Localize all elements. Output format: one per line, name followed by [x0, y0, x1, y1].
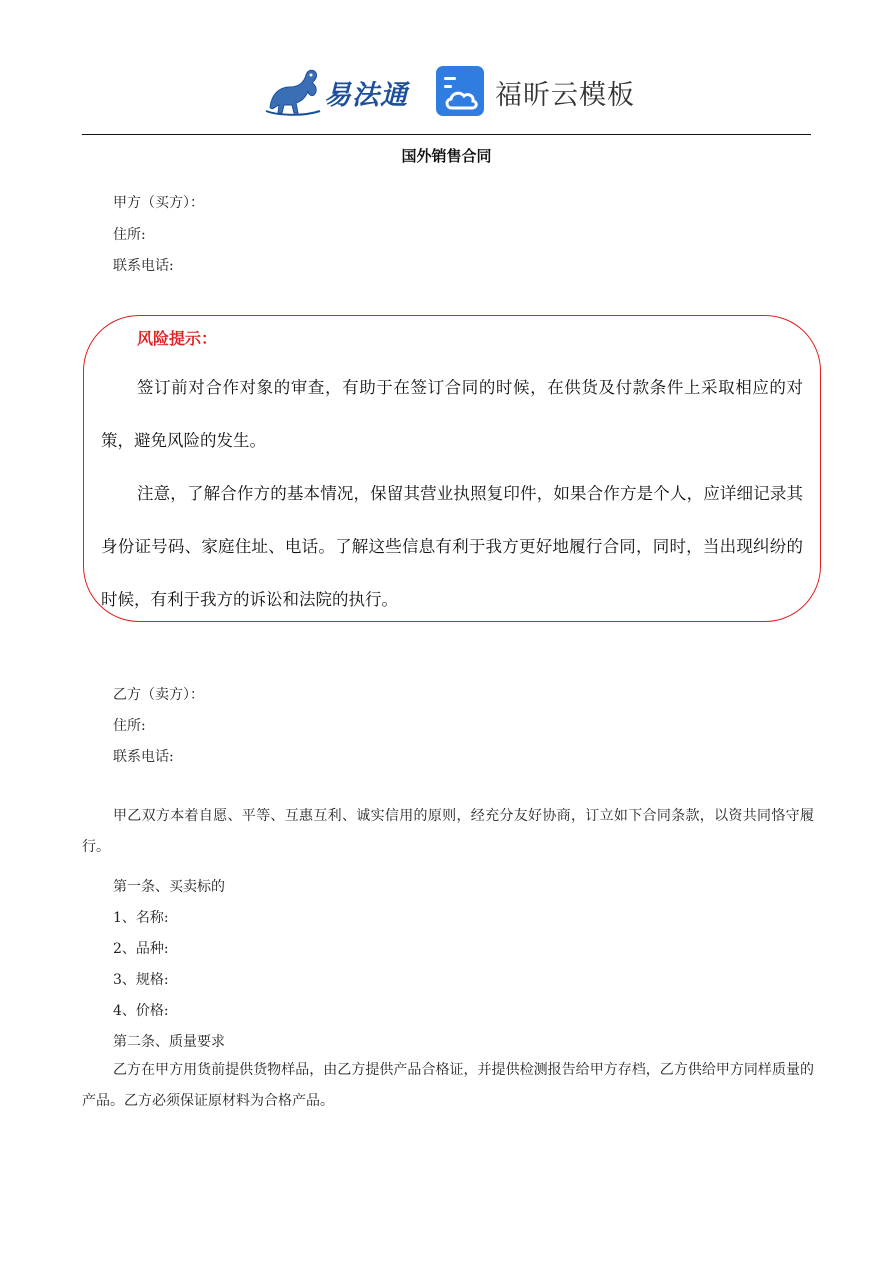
risk-notice-title: 风险提示： [137, 329, 218, 348]
contract-intro-paragraph: 甲乙双方本着自愿、平等、互惠互利、诚实信用的原则，经充分友好协商，订立如下合同条款，以资共同恪守履行。 [82, 808, 814, 855]
logo-fuxin-template-text: 福昕云模板 [495, 80, 635, 111]
qilin-logo-icon [262, 63, 322, 119]
article-1-item-variety: 2、品种: [113, 941, 169, 957]
party-b-name-label: 乙方（卖方）： [113, 687, 204, 703]
header-divider [82, 134, 811, 135]
risk-notice-paragraph-2: 注意，了解合作方的基本情况，保留其营业执照复印件，如果合作方是个人，应详细记录其身份证号码、家庭住址、电话。了解这些信息有利于我方更好地履行合同，同时，当出现纠纷的时候，有利于我方的诉讼和法院的执行。 [101, 484, 803, 609]
cloud-template-logo-icon [436, 66, 484, 116]
party-a-phone-label: 联系电话: [113, 258, 174, 274]
logo-yifatong-text: 易法通 [324, 80, 408, 111]
article-1-item-name: 1、名称: [113, 910, 169, 926]
party-b-phone-label: 联系电话: [113, 749, 174, 765]
document-title: 国外销售合同 [401, 147, 492, 165]
article-1-item-spec: 3、规格: [113, 972, 169, 988]
article-2-paragraph: 乙方在甲方用货前提供货物样品，由乙方提供产品合格证，并提供检测报告给甲方存档，乙方供给甲方同样质量的产品。乙方必须保证原材料为合格产品。 [82, 1062, 814, 1109]
article-2-title: 第二条、质量要求 [113, 1034, 225, 1050]
party-a-name-label: 甲方（买方）： [113, 195, 204, 211]
party-a-address-label: 住所: [113, 227, 146, 243]
article-1-title: 第一条、买卖标的 [113, 879, 225, 895]
article-1-item-price: 4、价格: [113, 1003, 169, 1019]
page-header [0, 55, 893, 125]
risk-notice-paragraph-1: 签订前对合作对象的审查，有助于在签订合同的时候，在供货及付款条件上采取相应的对策，避免风险的发生。 [101, 378, 803, 450]
party-b-address-label: 住所: [113, 718, 146, 734]
